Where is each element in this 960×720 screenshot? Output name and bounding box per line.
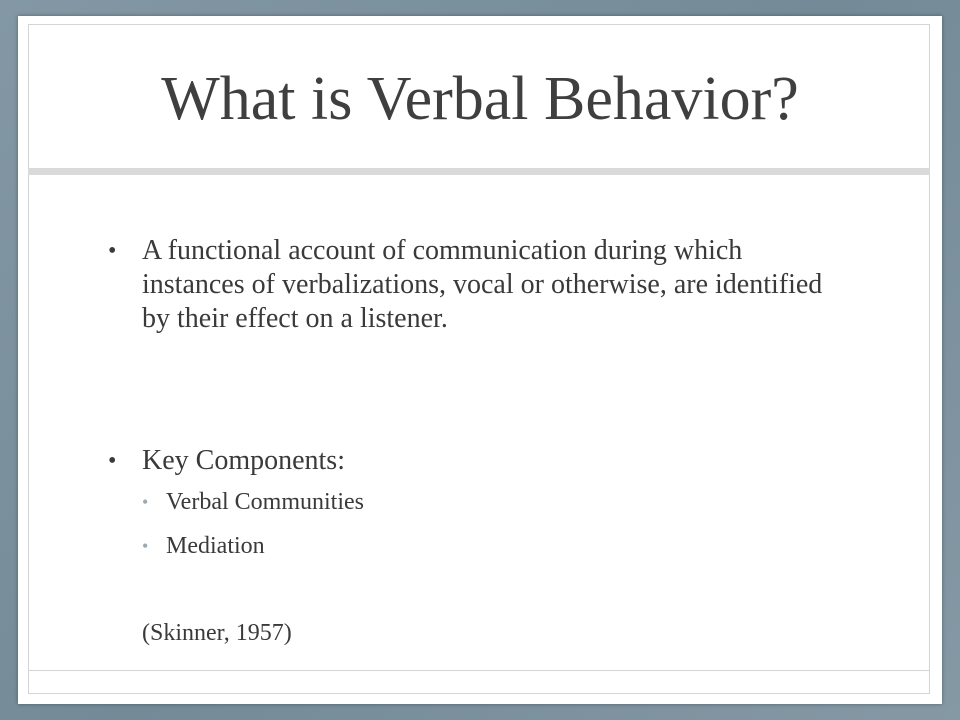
subbullet-text: Verbal Communities xyxy=(166,489,364,515)
subbullet-verbal-communities xyxy=(142,487,364,517)
bottom-divider xyxy=(28,670,930,671)
slide xyxy=(18,16,942,704)
bullet-icon: • xyxy=(108,448,117,474)
bullet-definition xyxy=(108,234,828,336)
subbullet-icon: • xyxy=(142,492,149,512)
bullet-icon: • xyxy=(108,238,117,264)
subbullet-mediation xyxy=(142,531,265,561)
bullet-text: A functional account of communication during which instances of verbalizations, vocal or otherwise, are identified by their effect on a listener. xyxy=(142,235,823,334)
title-divider xyxy=(28,168,930,175)
subbullet-text: Mediation xyxy=(166,533,265,559)
subbullet-icon: • xyxy=(142,536,149,556)
bullet-text: Key Components: xyxy=(142,445,345,476)
slide-title: What is Verbal Behavior? xyxy=(161,65,799,133)
citation: (Skinner, 1957) xyxy=(142,620,292,646)
bullet-key-components xyxy=(108,444,345,478)
